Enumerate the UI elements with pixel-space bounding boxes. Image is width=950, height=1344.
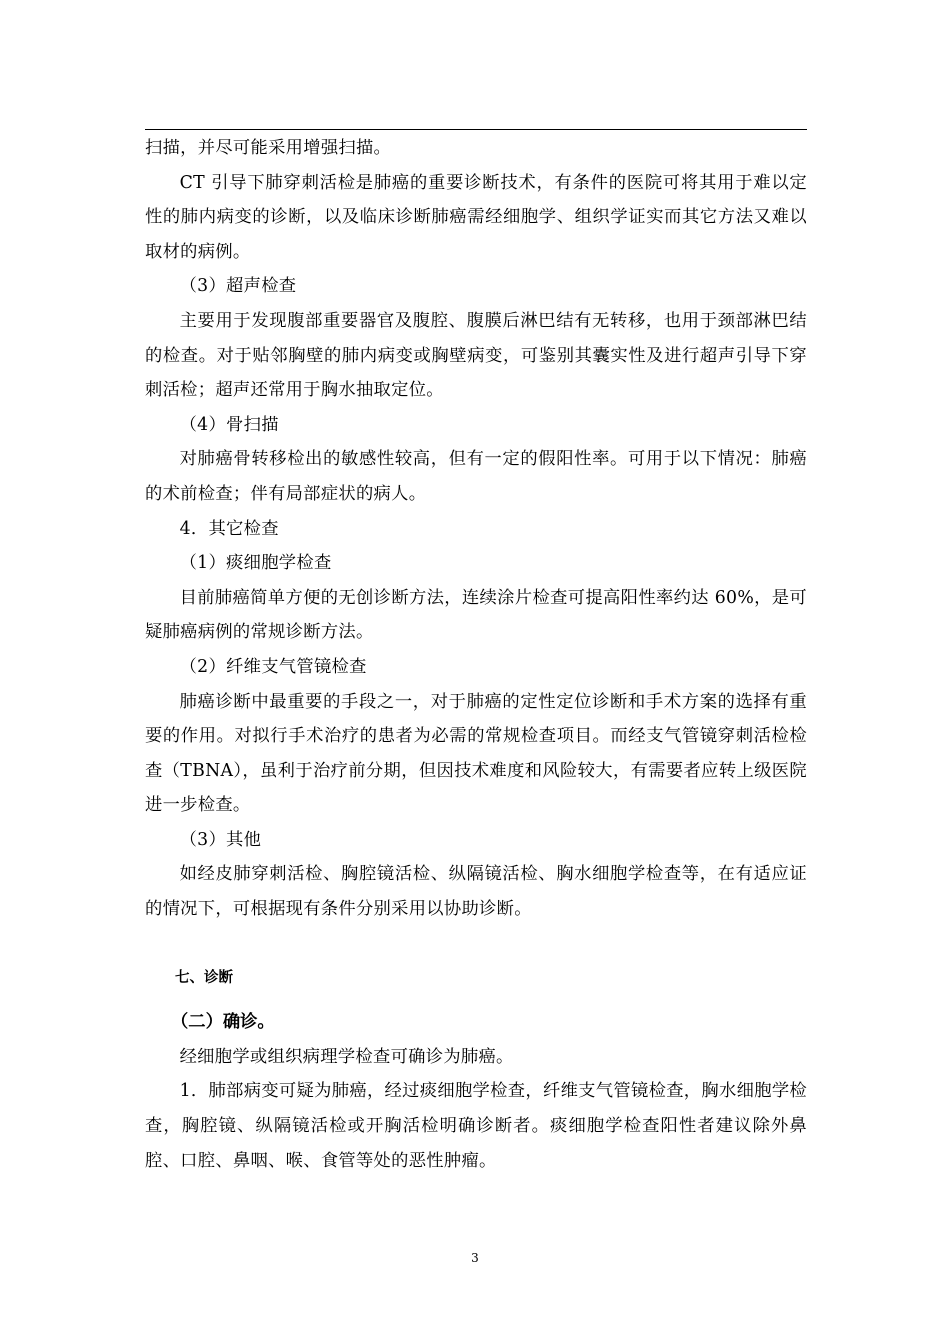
paragraph-confirmation: 经细胞学或组织病理学检查可确诊为肺癌。 [179, 1046, 514, 1067]
paragraph-ultrasound: 主要用于发现腹部重要器官及腹腔、腹膜后淋巴结有无转移，也用于颈部淋巴结的检查。对于贴邻胸壁的肺内病变或胸壁病变，可鉴别其囊实性及进行超声引导下穿刺活检；超声还常用于胸水抽取定位。 [145, 310, 807, 401]
heading-bronchoscopy: （2）纤维支气管镜检查 [179, 656, 367, 677]
paragraph-bone-scan: 对肺癌骨转移检出的敏感性较高，但有一定的假阳性率。可用于以下情况：肺癌的术前检查；伴有局部症状的病人。 [145, 449, 807, 504]
section-title-diagnosis: 七、诊断 [175, 969, 233, 986]
spacer [145, 927, 807, 961]
paragraph-ct-biopsy: CT 引导下肺穿刺活检是肺癌的重要诊断技术，有条件的医院可将其用于难以定性的肺内病变的诊断，以及临床诊断肺癌需经细胞学、组织学证实而其它方法又难以取材的病例。 [145, 172, 807, 262]
paragraph-diagnosis-criteria-1: 1．肺部病变可疑为肺癌，经过痰细胞学检查，纤维支气管镜检查，胸水细胞学检查，胸腔镜、纵隔镜活检或开胸活检明确诊断者。痰细胞学检查阳性者建议除外鼻腔、口腔、鼻咽、喉、食管等处的恶性肿瘤。 [145, 1081, 807, 1171]
heading-others: （3）其他 [179, 829, 262, 850]
paragraph-bronchoscopy: 肺癌诊断中最重要的手段之一，对于肺癌的定性定位诊断和手术方案的选择有重要的作用。对拟行手术治疗的患者为必需的常规检查项目。而经支气管镜穿刺活检检查（TBNA），虽利于治疗前分期，但因技术难度和风险较大，有需要者应转上级医院进一步检查。 [145, 691, 807, 816]
paragraph-sputum-cytology: 目前肺癌简单方便的无创诊断方法，连续涂片检查可提高阳性率约达 60%，是可疑肺癌病例的常规诊断方法。 [145, 587, 807, 643]
document-body [145, 131, 807, 1178]
heading-other-exams: 4．其它检查 [179, 518, 279, 539]
paragraph-scan-continuation: 扫描，并尽可能采用增强扫描。 [145, 138, 392, 158]
header-rule [145, 129, 807, 130]
subsection-title-confirmed-diagnosis: （二）确诊。 [171, 1012, 275, 1033]
paragraph-others: 如经皮肺穿刺活检、胸腔镜活检、纵隔镜活检、胸水细胞学检查等，在有适应证的情况下，可根据现有条件分别采用以协助诊断。 [145, 864, 807, 920]
page-number: 3 [471, 1251, 479, 1265]
heading-bone-scan: （4）骨扫描 [179, 414, 279, 435]
heading-sputum-cytology: （1）痰细胞学检查 [179, 553, 332, 574]
spacer [145, 995, 807, 1005]
heading-ultrasound: （3）超声检查 [179, 276, 297, 297]
